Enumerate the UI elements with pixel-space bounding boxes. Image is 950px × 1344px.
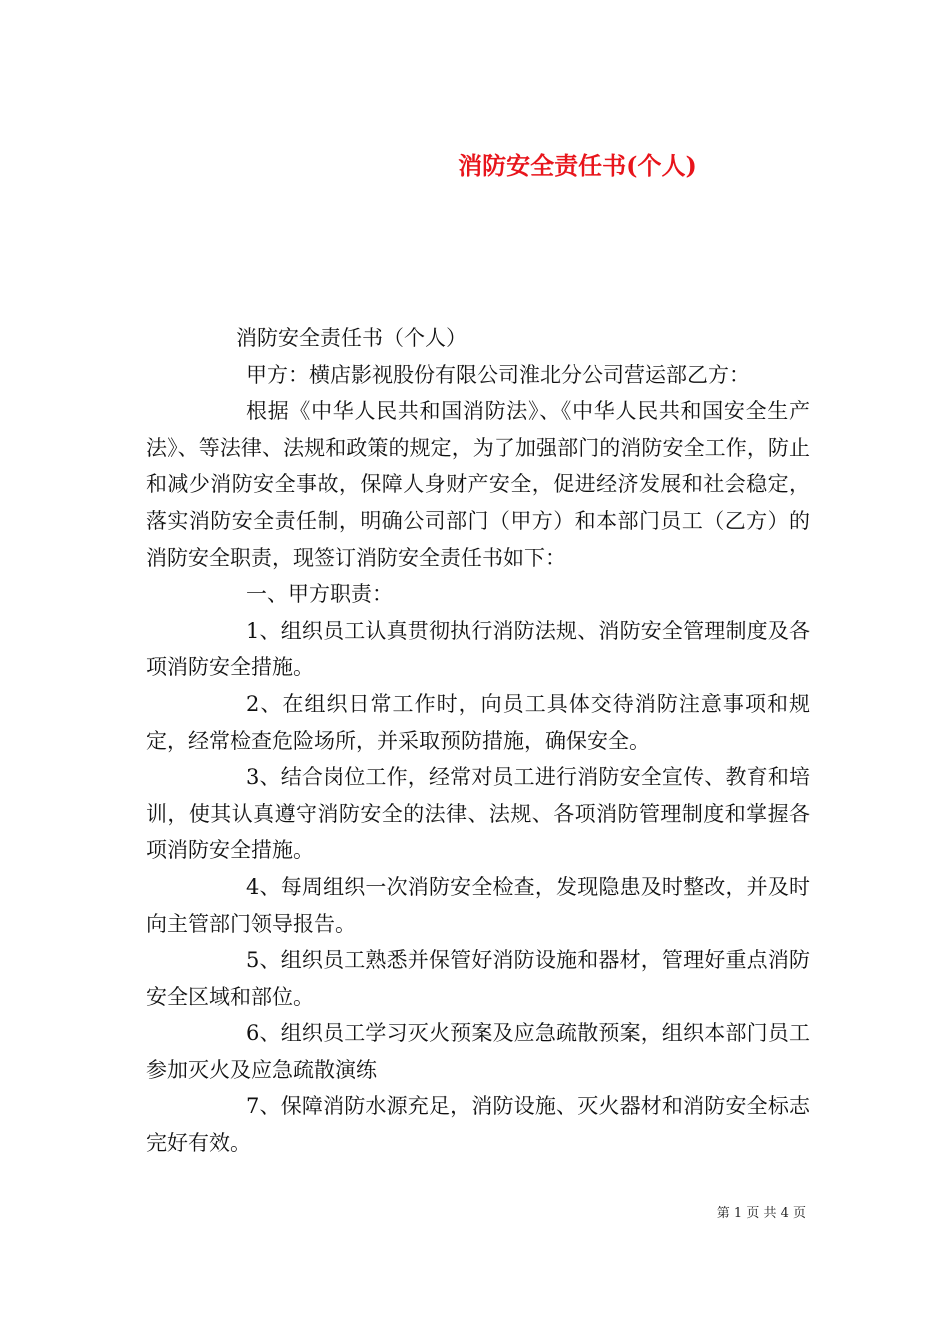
party-line: 甲方：横店影视股份有限公司淮北分公司营运部乙方： bbox=[246, 362, 750, 387]
document-title: 消防安全责任书(个人) bbox=[458, 151, 697, 181]
duty-item-7: 7、保障消防水源充足，消防设施、灭火器材和消防安全标志完好有效。 bbox=[146, 1094, 810, 1156]
duty-item-5: 5、组织员工熟悉并保管好消防设施和器材，管理好重点消防安全区域和部位。 bbox=[146, 948, 810, 1009]
section-heading: 一、甲方职责： bbox=[246, 582, 393, 607]
document-body bbox=[146, 320, 810, 1162]
duty-item-4: 4、每周组织一次消防安全检查，发现隐患及时整改，并及时向主管部门领导报告。 bbox=[146, 874, 810, 936]
duty-item-1: 1、组织员工认真贯彻执行消防法规、消防安全管理制度及各项消防安全措施。 bbox=[146, 618, 810, 680]
duty-item-2: 2、在组织日常工作时，向员工具体交待消防注意事项和规定，经常检查危险场所，并采取预防措施，确保安全。 bbox=[146, 691, 810, 753]
document-subtitle: 消防安全责任书（个人） bbox=[236, 326, 467, 350]
page-number-footer: 第 1 页 共 4 页 bbox=[716, 1206, 806, 1221]
duty-item-6: 6、组织员工学习灭火预案及应急疏散预案，组织本部门员工参加灭火及应急疏散演练 bbox=[146, 1021, 810, 1082]
intro-paragraph: 根据《中华人民共和国消防法》、《中华人民共和国安全生产法》、等法律、法规和政策的规定，为了加强部门的消防安全工作，防止和减少消防安全事故，保障人身财产安全，促进经济发展和社会稳定，落实消防安全责任制，明确公司部门（甲方）和本部门员工（乙方）的消防安全职责，现签订消防安全责任书如下： bbox=[146, 399, 810, 570]
duty-item-3: 3、结合岗位工作，经常对员工进行消防安全宣传、教育和培训，使其认真遵守消防安全的法律、法规、各项消防管理制度和掌握各项消防安全措施。 bbox=[146, 765, 810, 863]
